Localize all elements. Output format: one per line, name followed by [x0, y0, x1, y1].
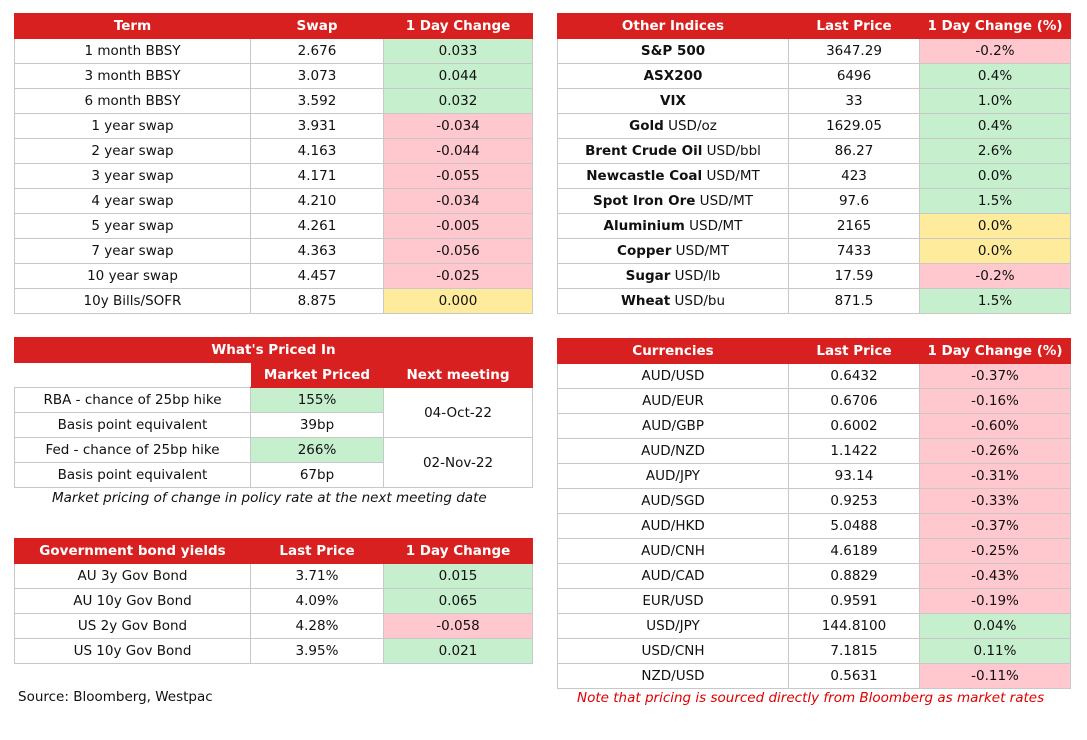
price-cell: 3.95%	[251, 639, 384, 664]
table-row	[15, 264, 533, 289]
bloomberg-pricing-note: Note that pricing is sourced directly from Bloomberg as market rates	[577, 690, 1045, 706]
change-cell: 1.0%	[920, 89, 1071, 114]
table-row	[15, 164, 533, 189]
table-row	[558, 214, 1071, 239]
index-name: Sugar	[625, 268, 671, 284]
swap-cell: 4.210	[251, 189, 384, 214]
table-row	[558, 414, 1071, 439]
col-header-1-day-change: 1 Day Change	[384, 14, 533, 39]
table-row	[15, 189, 533, 214]
swap-cell: 4.457	[251, 264, 384, 289]
currency-pair-cell: AUD/USD	[558, 364, 789, 389]
index-name: Wheat	[620, 293, 671, 309]
term-cell: 10 year swap	[15, 264, 251, 289]
priced-value: 67bp	[251, 463, 384, 488]
price-cell: 3647.29	[789, 39, 920, 64]
change-cell: -0.055	[384, 164, 533, 189]
price-cell: 4.09%	[251, 589, 384, 614]
change-cell: -0.31%	[920, 464, 1071, 489]
term-cell: 6 month BBSY	[15, 89, 251, 114]
table-row	[15, 614, 533, 639]
priced-title: What's Priced In	[15, 338, 533, 363]
table-row	[558, 64, 1071, 89]
price-cell: 93.14	[789, 464, 920, 489]
swap-cell: 4.163	[251, 139, 384, 164]
term-cell: 5 year swap	[15, 214, 251, 239]
currency-pair-cell: AUD/JPY	[558, 464, 789, 489]
currency-pair-cell: AUD/NZD	[558, 439, 789, 464]
priced-label: Basis point equivalent	[15, 463, 251, 488]
change-cell: 0.0%	[920, 164, 1071, 189]
col-header-next-meeting: Next meeting	[384, 363, 533, 388]
index-name-cell	[558, 89, 789, 114]
index-unit: USD/lb	[670, 268, 721, 284]
price-cell: 1.1422	[789, 439, 920, 464]
price-cell: 97.6	[789, 189, 920, 214]
table-row	[15, 289, 533, 314]
index-unit: USD/MT	[702, 168, 760, 184]
change-cell: 0.065	[384, 589, 533, 614]
index-name: S&P 500	[640, 43, 706, 59]
swap-cell: 4.171	[251, 164, 384, 189]
price-cell: 33	[789, 89, 920, 114]
change-cell: -0.058	[384, 614, 533, 639]
table-row	[558, 264, 1071, 289]
change-cell: -0.25%	[920, 539, 1071, 564]
index-unit: USD/MT	[695, 193, 753, 209]
change-cell: -0.19%	[920, 589, 1071, 614]
change-cell: 0.033	[384, 39, 533, 64]
price-cell: 0.6002	[789, 414, 920, 439]
term-cell: 4 year swap	[15, 189, 251, 214]
term-cell: 7 year swap	[15, 239, 251, 264]
price-cell: 0.9253	[789, 489, 920, 514]
currency-pair-cell: EUR/USD	[558, 589, 789, 614]
change-cell: 0.0%	[920, 239, 1071, 264]
col-header-last-price: Last Price	[789, 14, 920, 39]
index-name: ASX200	[643, 68, 703, 84]
change-cell: -0.2%	[920, 39, 1071, 64]
table-row	[558, 539, 1071, 564]
price-cell: 0.8829	[789, 564, 920, 589]
change-cell: 0.04%	[920, 614, 1071, 639]
swap-cell: 2.676	[251, 39, 384, 64]
priced-title-row	[15, 338, 533, 363]
table-row	[558, 389, 1071, 414]
table-row	[15, 564, 533, 589]
swap-rates-header-row	[15, 14, 533, 39]
col-header-last-price: Last Price	[789, 339, 920, 364]
swap-cell: 3.592	[251, 89, 384, 114]
table-row	[15, 114, 533, 139]
change-cell: -0.16%	[920, 389, 1071, 414]
table-row	[558, 589, 1071, 614]
table-row	[558, 39, 1071, 64]
bond-name-cell: AU 3y Gov Bond	[15, 564, 251, 589]
change-cell: -0.056	[384, 239, 533, 264]
other-indices-table	[557, 13, 1071, 314]
col-header-government-bond-yields: Government bond yields	[15, 539, 251, 564]
bond-name-cell: US 10y Gov Bond	[15, 639, 251, 664]
term-cell: 3 month BBSY	[15, 64, 251, 89]
index-name-cell	[558, 289, 789, 314]
swap-cell: 4.363	[251, 239, 384, 264]
term-cell: 1 year swap	[15, 114, 251, 139]
priced-label: RBA - chance of 25bp hike	[15, 388, 251, 413]
next-meeting-date: 02-Nov-22	[384, 438, 533, 488]
price-cell: 7.1815	[789, 639, 920, 664]
change-cell: 0.015	[384, 564, 533, 589]
priced-subheader-blank	[15, 363, 251, 388]
priced-value: 39bp	[251, 413, 384, 438]
source-note: Source: Bloomberg, Westpac	[18, 689, 213, 705]
index-unit: USD/bbl	[702, 143, 761, 159]
index-name-cell	[558, 214, 789, 239]
index-name-cell	[558, 64, 789, 89]
table-row	[15, 438, 533, 463]
change-cell: 0.044	[384, 64, 533, 89]
index-name-cell	[558, 139, 789, 164]
index-name: Copper	[617, 243, 672, 259]
table-row	[558, 489, 1071, 514]
change-cell: -0.37%	[920, 514, 1071, 539]
term-cell: 10y Bills/SOFR	[15, 289, 251, 314]
change-cell: -0.005	[384, 214, 533, 239]
index-name: Gold	[629, 118, 664, 134]
col-header-1-day-change-pct: 1 Day Change (%)	[920, 339, 1071, 364]
swap-cell: 3.073	[251, 64, 384, 89]
bond-name-cell: US 2y Gov Bond	[15, 614, 251, 639]
currency-pair-cell: AUD/CAD	[558, 564, 789, 589]
table-row	[558, 439, 1071, 464]
swap-cell: 3.931	[251, 114, 384, 139]
currency-pair-cell: AUD/CNH	[558, 539, 789, 564]
bond-name-cell: AU 10y Gov Bond	[15, 589, 251, 614]
next-meeting-date: 04-Oct-22	[384, 388, 533, 438]
index-unit: USD/bu	[670, 293, 726, 309]
table-row	[558, 164, 1071, 189]
table-row	[15, 64, 533, 89]
price-cell: 7433	[789, 239, 920, 264]
table-row	[558, 564, 1071, 589]
term-cell: 3 year swap	[15, 164, 251, 189]
price-cell: 86.27	[789, 139, 920, 164]
table-row	[15, 639, 533, 664]
change-cell: 0.000	[384, 289, 533, 314]
col-header-swap: Swap	[251, 14, 384, 39]
table-row	[558, 189, 1071, 214]
change-cell: -0.034	[384, 189, 533, 214]
currency-pair-cell: NZD/USD	[558, 664, 789, 689]
price-cell: 0.6706	[789, 389, 920, 414]
index-name: Brent Crude Oil	[585, 143, 703, 159]
col-header-other-indices: Other Indices	[558, 14, 789, 39]
currency-pair-cell: USD/CNH	[558, 639, 789, 664]
currency-pair-cell: USD/JPY	[558, 614, 789, 639]
priced-label: Basis point equivalent	[15, 413, 251, 438]
term-cell: 2 year swap	[15, 139, 251, 164]
currency-pair-cell: AUD/SGD	[558, 489, 789, 514]
price-cell: 3.71%	[251, 564, 384, 589]
price-cell: 17.59	[789, 264, 920, 289]
price-cell: 5.0488	[789, 514, 920, 539]
table-row	[15, 39, 533, 64]
table-row	[15, 89, 533, 114]
change-cell: -0.034	[384, 114, 533, 139]
col-header-1-day-change-pct: 1 Day Change (%)	[920, 14, 1071, 39]
price-cell: 0.5631	[789, 664, 920, 689]
change-cell: 0.11%	[920, 639, 1071, 664]
whats-priced-in-table	[14, 337, 533, 488]
priced-footnote: Market pricing of change in policy rate at the next meeting date	[52, 490, 487, 506]
index-name: Newcastle Coal	[586, 168, 703, 184]
change-cell: -0.26%	[920, 439, 1071, 464]
table-row	[558, 464, 1071, 489]
price-cell: 871.5	[789, 289, 920, 314]
change-cell: 2.6%	[920, 139, 1071, 164]
government-bond-yields-table	[14, 538, 533, 664]
priced-subheader-row	[15, 363, 533, 388]
change-cell: -0.11%	[920, 664, 1071, 689]
index-name-cell	[558, 114, 789, 139]
table-row	[558, 289, 1071, 314]
currency-pair-cell: AUD/HKD	[558, 514, 789, 539]
index-name-cell	[558, 39, 789, 64]
col-header-1-day-change: 1 Day Change	[384, 539, 533, 564]
index-name: Aluminium	[603, 218, 685, 234]
price-cell: 4.28%	[251, 614, 384, 639]
priced-label: Fed - chance of 25bp hike	[15, 438, 251, 463]
change-cell: 1.5%	[920, 189, 1071, 214]
change-cell: 0.032	[384, 89, 533, 114]
index-unit: USD/MT	[684, 218, 743, 234]
change-cell: 0.4%	[920, 64, 1071, 89]
price-cell: 144.8100	[789, 614, 920, 639]
price-cell: 2165	[789, 214, 920, 239]
table-row	[558, 239, 1071, 264]
swap-cell: 4.261	[251, 214, 384, 239]
index-name: Spot Iron Ore	[593, 193, 696, 209]
table-row	[15, 589, 533, 614]
change-cell: 0.4%	[920, 114, 1071, 139]
currency-pair-cell: AUD/EUR	[558, 389, 789, 414]
priced-value: 155%	[251, 388, 384, 413]
currencies-header-row	[558, 339, 1071, 364]
price-cell: 0.9591	[789, 589, 920, 614]
index-unit: USD/MT	[671, 243, 729, 259]
bonds-header-row	[15, 539, 533, 564]
col-header-currencies: Currencies	[558, 339, 789, 364]
price-cell: 423	[789, 164, 920, 189]
price-cell: 6496	[789, 64, 920, 89]
col-header-market-priced: Market Priced	[251, 363, 384, 388]
table-row	[558, 89, 1071, 114]
currency-pair-cell: AUD/GBP	[558, 414, 789, 439]
price-cell: 0.6432	[789, 364, 920, 389]
change-cell: -0.2%	[920, 264, 1071, 289]
table-row	[15, 139, 533, 164]
table-row	[558, 114, 1071, 139]
index-unit: USD/oz	[663, 118, 717, 134]
index-name-cell	[558, 239, 789, 264]
table-row	[558, 664, 1071, 689]
change-cell: -0.37%	[920, 364, 1071, 389]
currencies-table	[557, 338, 1071, 689]
index-name-cell	[558, 189, 789, 214]
index-name-cell	[558, 164, 789, 189]
change-cell: -0.025	[384, 264, 533, 289]
table-row	[15, 388, 533, 413]
table-row	[15, 214, 533, 239]
change-cell: -0.43%	[920, 564, 1071, 589]
index-name: VIX	[660, 93, 686, 109]
table-row	[15, 239, 533, 264]
table-row	[558, 364, 1071, 389]
swap-cell: 8.875	[251, 289, 384, 314]
swap-rates-table	[14, 13, 533, 314]
change-cell: 0.0%	[920, 214, 1071, 239]
change-cell: 1.5%	[920, 289, 1071, 314]
col-header-term: Term	[15, 14, 251, 39]
col-header-last-price: Last Price	[251, 539, 384, 564]
index-name-cell	[558, 264, 789, 289]
change-cell: -0.044	[384, 139, 533, 164]
indices-header-row	[558, 14, 1071, 39]
priced-value: 266%	[251, 438, 384, 463]
price-cell: 1629.05	[789, 114, 920, 139]
table-row	[558, 139, 1071, 164]
table-row	[558, 614, 1071, 639]
table-row	[558, 514, 1071, 539]
change-cell: -0.33%	[920, 489, 1071, 514]
price-cell: 4.6189	[789, 539, 920, 564]
term-cell: 1 month BBSY	[15, 39, 251, 64]
table-row	[558, 639, 1071, 664]
change-cell: 0.021	[384, 639, 533, 664]
change-cell: -0.60%	[920, 414, 1071, 439]
